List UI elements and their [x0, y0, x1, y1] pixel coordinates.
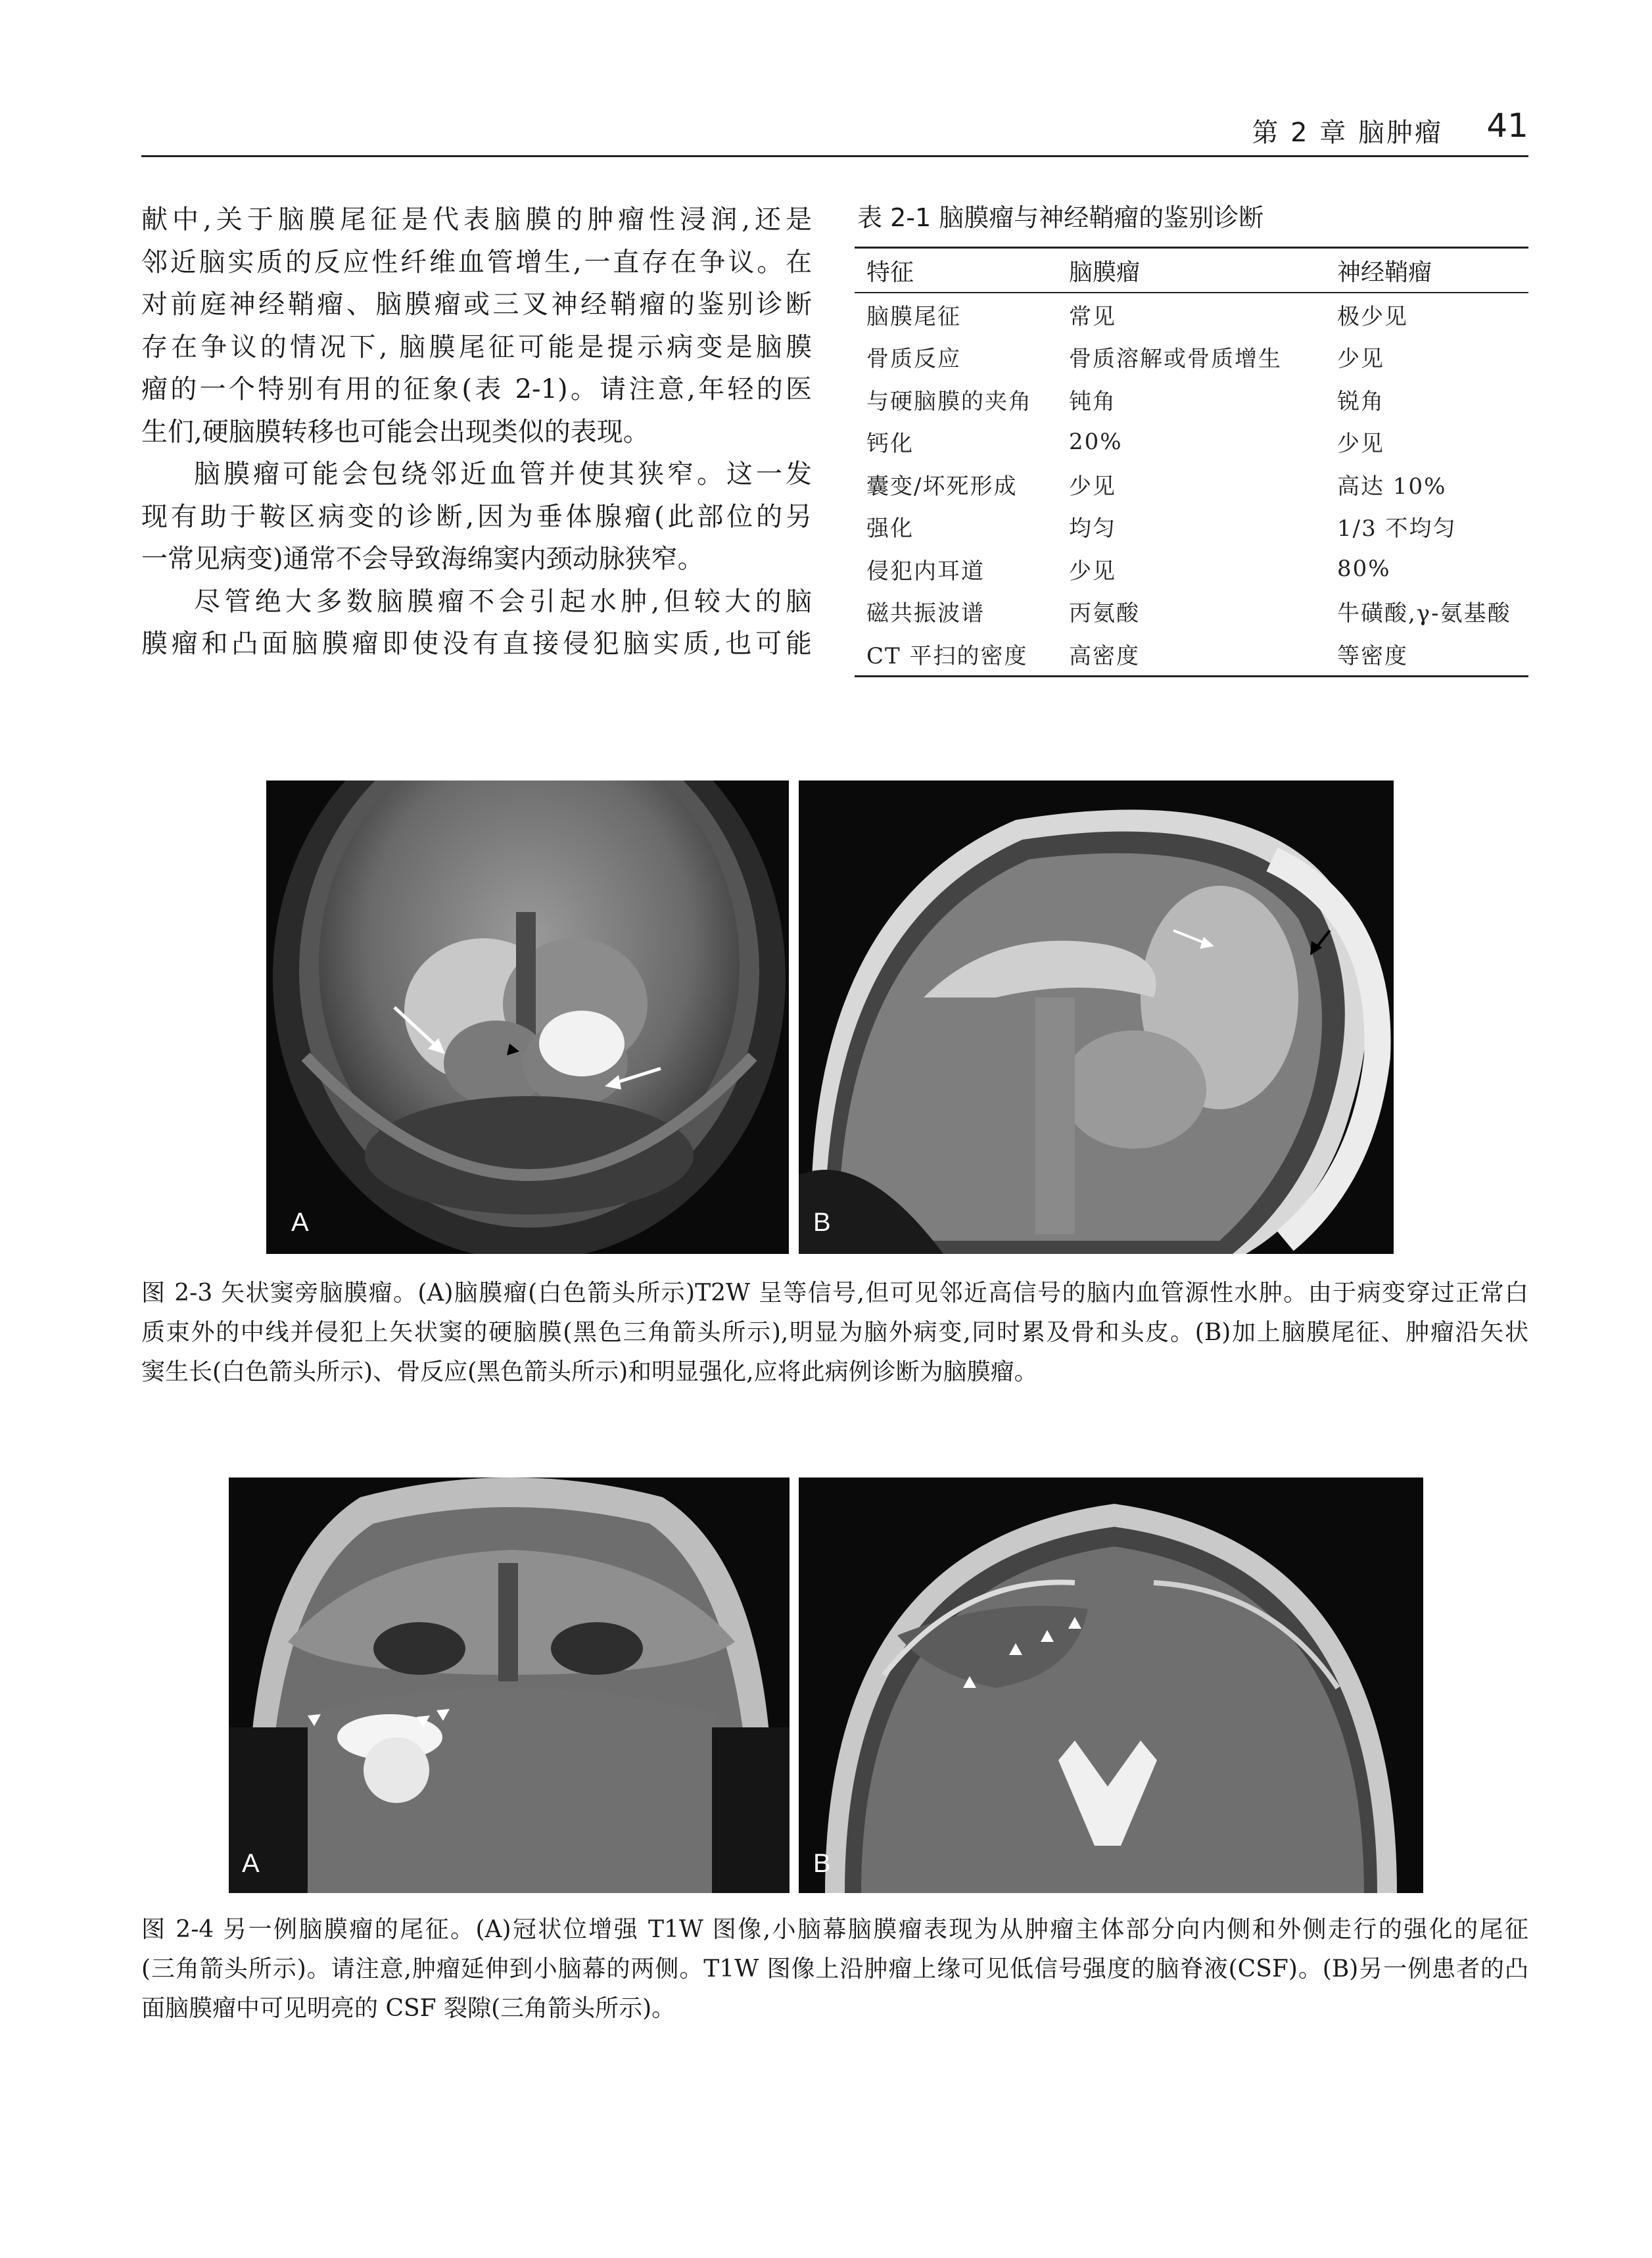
table-row: [855, 336, 1528, 379]
page-number: 41: [1486, 107, 1528, 145]
table-cell: 少见: [1337, 431, 1384, 458]
table-cell: 脑膜尾征: [866, 303, 961, 330]
body-text: [141, 199, 812, 665]
table-cell: 高达 10%: [1337, 473, 1447, 500]
figure-2-4-panel-b: [799, 1477, 1423, 1893]
coronal-mri-image: [229, 1477, 790, 1893]
panel-label: B: [813, 1208, 831, 1237]
table-row: [855, 548, 1528, 590]
table-cell: 常见: [1069, 303, 1116, 330]
table-cell: 均匀: [1069, 516, 1116, 542]
table-cell: 少见: [1069, 558, 1116, 585]
caption-line: 图 2-4 另一例脑膜瘤的尾征。(A)冠状位增强 T1W 图像,小脑幕脑膜瘤表现为从肿瘤主体部分向内侧和外侧走行的强化的尾征: [141, 1916, 1528, 1943]
table-cell: 钝角: [1069, 388, 1116, 415]
table-header-row: [855, 248, 1528, 293]
body-line: 献中,关于脑膜尾征是代表脑膜的肿瘤性浸润,还是: [141, 204, 812, 235]
caption-line: 面脑膜瘤中可见明亮的 CSF 裂隙(三角箭头所示)。: [141, 1995, 676, 2022]
table-cell: 强化: [866, 516, 914, 542]
panel-label: B: [813, 1849, 831, 1878]
table-cell: 骨质反应: [866, 346, 961, 373]
panel-label: A: [242, 1849, 260, 1878]
figure-2-4-panel-a: [229, 1477, 790, 1893]
body-line: 一常见病变)通常不会导致海绵窦内颈动脉狭窄。: [141, 544, 704, 574]
table-row: [855, 378, 1528, 421]
body-line: 生们,硬脑膜转移也可能会出现类似的表现。: [141, 416, 649, 447]
table-cell: 骨质溶解或骨质增生: [1069, 346, 1282, 373]
chapter-title: 第 2 章 脑肿瘤: [1252, 118, 1443, 148]
body-line: 膜瘤和凸面脑膜瘤即使没有直接侵犯脑实质,也可能: [141, 629, 812, 659]
table-row: [855, 293, 1528, 336]
table-row: [855, 463, 1528, 506]
figure-2-4-caption: [141, 1910, 1528, 2029]
column-header: 脑膜瘤: [1069, 258, 1141, 286]
body-line: 尽管绝大多数脑膜瘤不会引起水肿,但较大的脑: [194, 586, 812, 617]
caption-line: 质束外的中线并侵犯上矢状窦的硬脑膜(黑色三角箭头所示),明显为脑外病变,同时累及骨和头皮。(B)加上脑膜尾征、肿瘤沿矢状: [141, 1319, 1528, 1346]
running-header: [141, 105, 1528, 151]
body-line: 对前庭神经鞘瘤、脑膜瘤或三叉神经鞘瘤的鉴别诊断: [141, 289, 812, 320]
header-rule: [141, 155, 1528, 157]
figure-2-3-panel-a: [266, 781, 789, 1254]
differential-table: [855, 197, 1528, 677]
table-cell: 磁共振波谱: [866, 600, 985, 627]
axial-mri-image: [266, 781, 789, 1254]
body-line: 瘤的一个特别有用的征象(表 2-1)。请注意,年轻的医: [141, 374, 812, 404]
table-cell: 少见: [1069, 473, 1116, 500]
table-cell: 侵犯内耳道: [866, 558, 985, 585]
table-cell: 等密度: [1337, 642, 1408, 669]
table-row: [855, 633, 1528, 676]
table-cell: 极少见: [1337, 303, 1408, 330]
table-row: [855, 421, 1528, 464]
axial-t2-mri-image: [799, 1477, 1423, 1893]
column-header: 特征: [866, 258, 914, 286]
table-cell: 高密度: [1069, 642, 1140, 669]
body-line: 脑膜瘤可能会包绕邻近血管并使其狭窄。这一发: [194, 459, 812, 489]
table-cell: 钙化: [866, 431, 914, 458]
table-cell: 牛磺酸,γ-氨基酸: [1337, 600, 1511, 627]
table-cell: 丙氨酸: [1069, 600, 1140, 627]
caption-line: (三角箭头所示)。请注意,肿瘤延伸到小脑幕的两侧。T1W 图像上沿肿瘤上缘可见低信号强度的脑脊液(CSF)。(B)另一例患者的凸: [141, 1956, 1528, 1982]
table-cell: 20%: [1069, 428, 1123, 455]
table: [855, 247, 1528, 677]
body-line: 存在争议的情况下, 脑膜尾征可能是提示病变是脑膜: [141, 331, 812, 362]
table-row: [855, 506, 1528, 548]
panel-label: A: [291, 1208, 309, 1237]
sagittal-mri-image: [799, 781, 1394, 1254]
body-line: 现有助于鞍区病变的诊断,因为垂体腺瘤(此部位的另: [141, 501, 812, 532]
table-row: [855, 590, 1528, 633]
caption-line: 窦生长(白色箭头所示)、骨反应(黑色箭头所示)和明显强化,应将此病例诊断为脑膜瘤。: [141, 1358, 1038, 1385]
body-line: 邻近脑实质的反应性纤维血管增生,一直存在争议。在: [141, 247, 812, 277]
column-header: 神经鞘瘤: [1337, 258, 1432, 286]
table-cell: 锐角: [1337, 388, 1384, 415]
figure-2-3-caption: [141, 1274, 1528, 1392]
table-cell: 1/3 不均匀: [1337, 516, 1457, 542]
figure-2-3-panel-b: [799, 781, 1394, 1254]
caption-line: 图 2-3 矢状窦旁脑膜瘤。(A)脑膜瘤(白色箭头所示)T2W 呈等信号,但可见邻近高信号的脑内血管源性水肿。由于病变穿过正常白: [141, 1280, 1528, 1307]
table-cell: 少见: [1337, 346, 1384, 373]
table-title: 表 2-1 脑膜瘤与神经鞘瘤的鉴别诊断: [857, 203, 1264, 232]
table-cell: CT 平扫的密度: [866, 642, 1028, 669]
table-cell: 囊变/坏死形成: [866, 473, 1018, 500]
table-cell: 80%: [1337, 556, 1391, 583]
table-cell: 与硬脑膜的夹角: [866, 388, 1032, 415]
